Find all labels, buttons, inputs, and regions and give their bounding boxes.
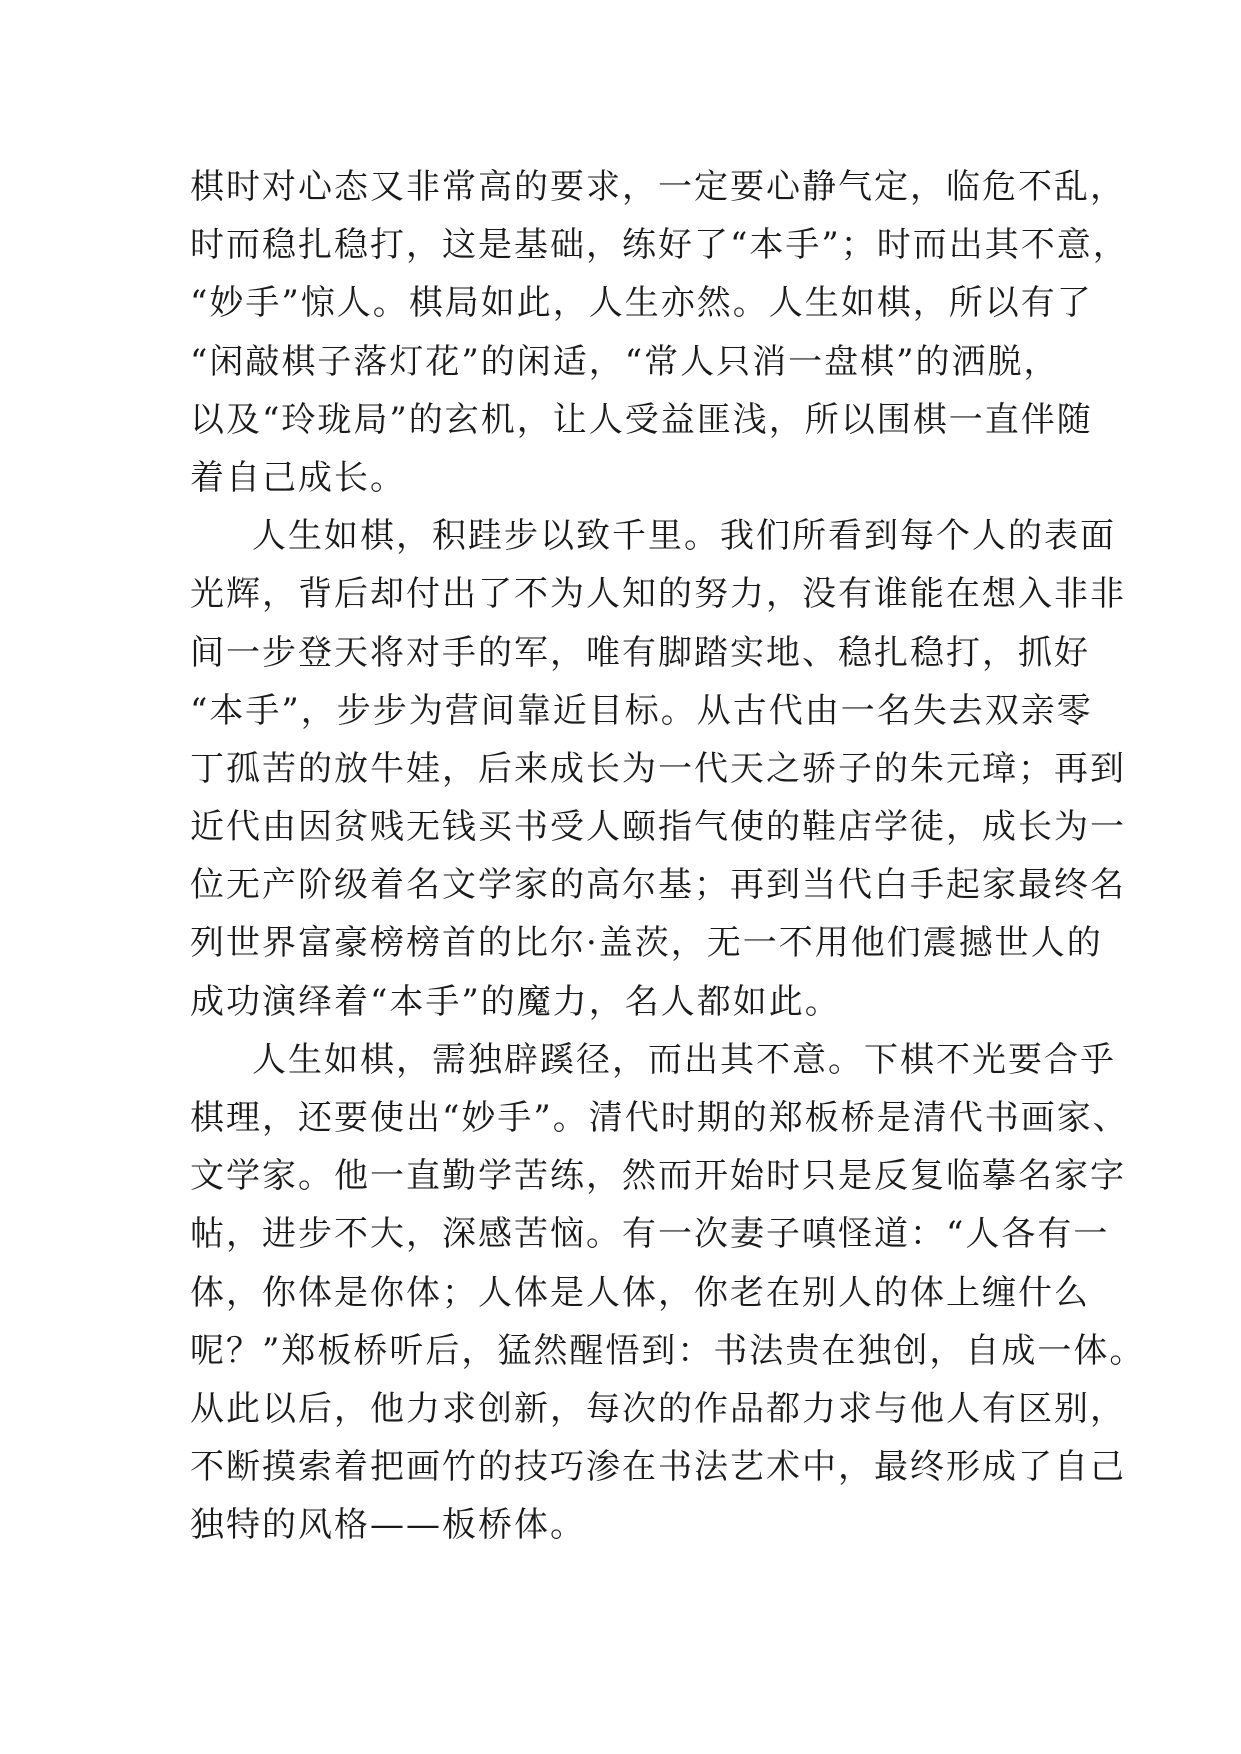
text-line: 棋理，还要使出“妙手”。清代时期的郑板桥是清代书画家、: [190, 1098, 1129, 1138]
paragraph-first-line: 人生如棋，积跬步以致千里。我们所看到每个人的表面: [252, 516, 1116, 557]
text-line: 列世界富豪榜榜首的比尔·盖茨，无一不用他们震撼世人的: [190, 923, 1103, 964]
text-line: 帖，进步不大，深感苦恼。有一次妻子嗔怪道：“人各有一: [190, 1214, 1110, 1255]
text-line: 文学家。他一直勤学苦练，然而开始时只是反复临摹名家字: [190, 1156, 1126, 1197]
text-line: 丁孤苦的放牛娃，后来成长为一代天之骄子的朱元璋；再到: [190, 748, 1126, 789]
text-line: 着自己成长。: [190, 457, 406, 498]
text-line: “本手”，步步为营间靠近目标。从古代由一名失去双亲零: [190, 690, 1093, 731]
text-line: 间一步登天将对手的军，唯有脚踏实地、稳扎稳打，抓好: [190, 632, 1090, 673]
text-line: 近代由因贫贱无钱买书受人颐指气使的鞋店学徒，成长为一: [190, 807, 1126, 848]
body-text: [190, 158, 1146, 1555]
text-line: 不断摸索着把画竹的技巧渗在书法艺术中，最终形成了自己: [190, 1447, 1126, 1488]
text-line: 呢？”郑板桥听后，猛然醒悟到：书法贵在独创，自成一体。: [190, 1330, 1146, 1371]
text-line: 成功演绎着“本手”的魔力，名人都如此。: [190, 981, 841, 1022]
text-line: “妙手”惊人。棋局如此，人生亦然。人生如棋，所以有了: [190, 283, 1093, 324]
text-line: 从此以后，他力求创新，每次的作品都力求与他人有区别，: [190, 1388, 1126, 1429]
text-line: 棋时对心态又非常高的要求，一定要心静气定，临危不乱，: [190, 167, 1126, 207]
text-line: 体，你体是你体；人体是人体，你老在别人的体上缠什么: [190, 1272, 1090, 1313]
text-line: 以及“玲珑局”的玄机，让人受益匪浅，所以围棋一直伴随: [190, 399, 1093, 440]
text-line: 位无产阶级着名文学家的高尔基；再到当代白手起家最终名: [190, 865, 1126, 906]
text-line: 光辉，背后却付出了不为人知的努力，没有谁能在想入非非: [190, 574, 1126, 615]
text-line: 独特的风格——板桥体。: [190, 1505, 586, 1546]
text-line: “闲敲棋子落灯花”的闲适，“常人只消一盘棋”的洒脱，: [190, 341, 1060, 382]
text-line: 时而稳扎稳打，这是基础，练好了“本手”；时而出其不意，: [190, 225, 1129, 266]
paragraph-first-line: 人生如棋，需独辟蹊径，而出其不意。下棋不光要合乎: [252, 1039, 1116, 1080]
